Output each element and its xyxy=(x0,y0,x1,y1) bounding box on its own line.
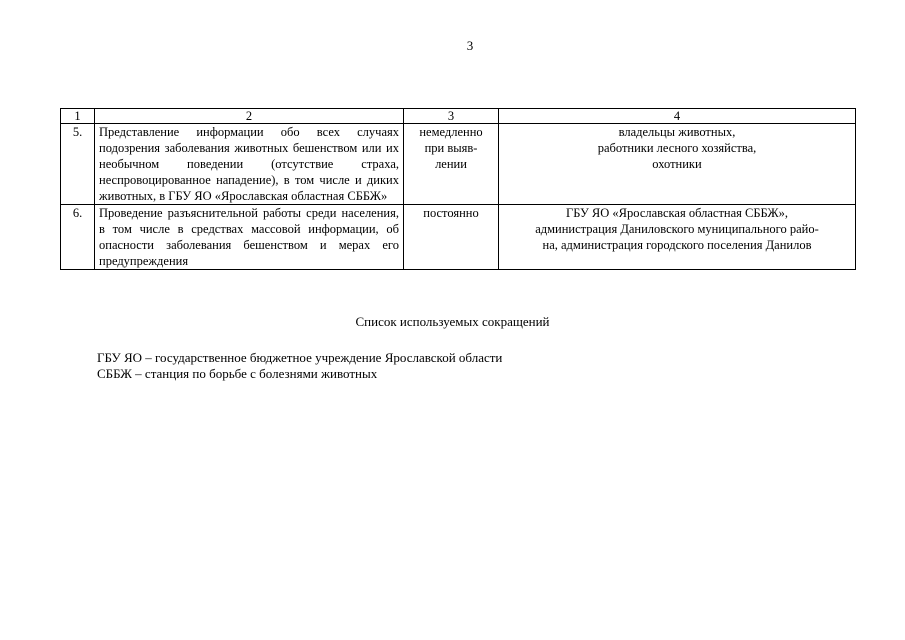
abbreviations-list xyxy=(97,350,502,382)
term-line: при выяв- xyxy=(424,141,478,155)
term-line: лении xyxy=(435,157,467,171)
abbreviation-item: СББЖ – станция по борьбе с болезнями животных xyxy=(97,366,378,381)
responsible-line: администрация Даниловского муниципального райо- xyxy=(535,222,819,236)
measures-table xyxy=(60,108,856,270)
page-number: 3 xyxy=(466,38,474,53)
term-line: немедленно xyxy=(419,125,483,139)
header-col-3: 3 xyxy=(404,109,499,124)
responsible-line: ГБУ ЯО «Ярославская областная СББЖ», xyxy=(565,206,788,220)
table-header-row xyxy=(61,109,856,124)
measure-term xyxy=(404,124,499,205)
abbreviations-title: Список используемых сокращений xyxy=(355,314,550,329)
table-row xyxy=(61,124,856,205)
abbreviation-item: ГБУ ЯО – государственное бюджетное учреждение Ярославской области xyxy=(97,350,503,365)
header-col-4: 4 xyxy=(499,109,856,124)
measure-term xyxy=(404,205,499,270)
row-number: 5. xyxy=(61,124,95,205)
responsible-line: работники лесного хозяйства, xyxy=(597,141,757,155)
responsible-parties xyxy=(499,205,856,270)
responsible-line: владельцы животных, xyxy=(618,125,736,139)
header-col-2: 2 xyxy=(95,109,404,124)
table-row xyxy=(61,205,856,270)
term-line: постоянно xyxy=(423,206,479,220)
responsible-line: на, администрация городского поселения Данилов xyxy=(542,238,812,252)
measure-description: Представление информации обо всех случаях подозрения заболевания животных бешенством или их необычном поведении (отсутствие страха, неспровоцированное нападение), в том числе и диких животных, в ГБУ ЯО «Ярославская областная СББЖ» xyxy=(95,124,404,205)
responsible-parties xyxy=(499,124,856,205)
row-number: 6. xyxy=(61,205,95,270)
measure-description: Проведение разъяснительной работы среди населения, в том числе в средствах массовой информации, об опасности заболевания бешенством и мерах его предупреждения xyxy=(95,205,404,270)
header-col-1: 1 xyxy=(61,109,95,124)
responsible-line: охотники xyxy=(652,157,702,171)
